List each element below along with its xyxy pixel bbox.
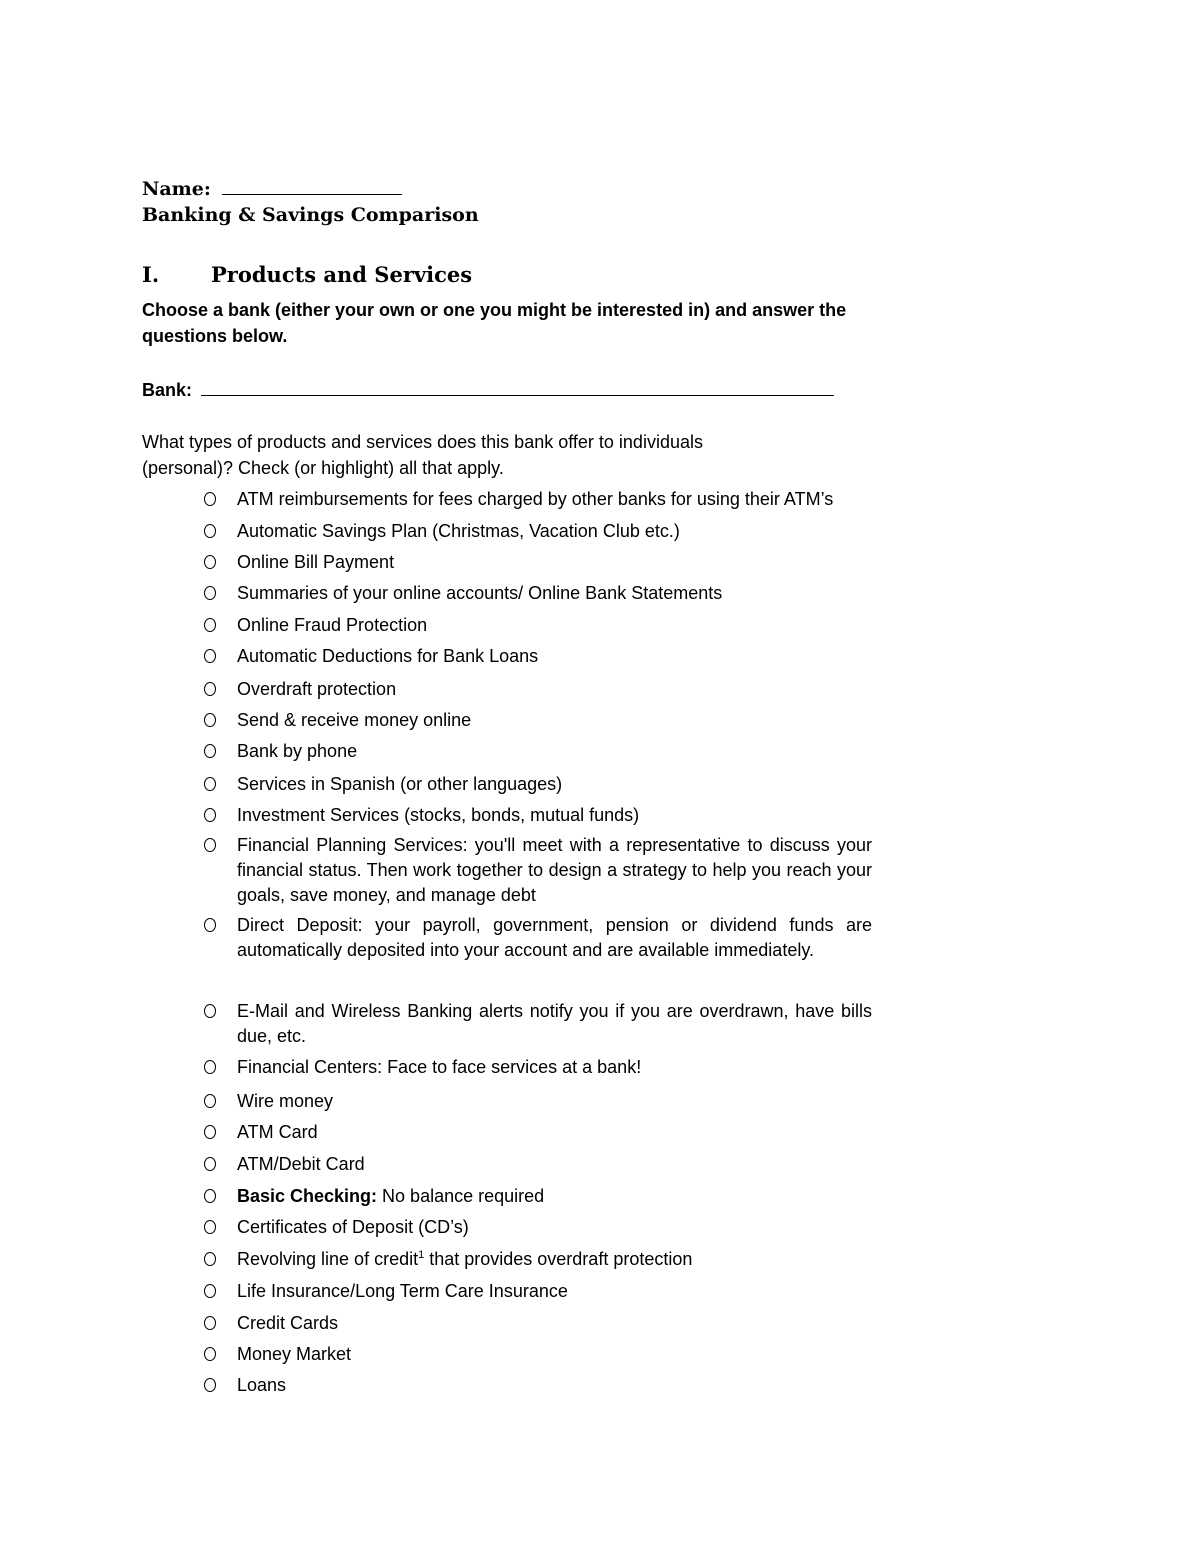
option-label bbox=[237, 803, 872, 828]
option-label-text: Financial Planning Services: you'll meet with a representative to discuss your financial status. Then work together to design a strategy to help you reach your goals, save money, and manage debt bbox=[237, 835, 872, 905]
checkbox-circle-icon[interactable] bbox=[204, 1004, 216, 1018]
checkbox-circle-icon[interactable] bbox=[204, 1220, 216, 1234]
section-number: I. bbox=[142, 262, 160, 287]
option-label bbox=[237, 487, 872, 512]
option-label-text: Revolving line of credit bbox=[237, 1249, 419, 1269]
option-label bbox=[237, 581, 872, 606]
option-label bbox=[237, 1184, 872, 1209]
option-label-text: Overdraft protection bbox=[237, 679, 397, 699]
option-label bbox=[237, 1152, 872, 1177]
option-label-text: Online Fraud Protection bbox=[237, 615, 428, 635]
option-label bbox=[237, 644, 872, 669]
option-label bbox=[237, 1247, 872, 1272]
checkbox-circle-icon[interactable] bbox=[204, 744, 216, 758]
option-label-text: Money Market bbox=[237, 1344, 352, 1364]
option-label bbox=[237, 913, 872, 963]
checkbox-circle-icon[interactable] bbox=[204, 777, 216, 791]
option-label bbox=[237, 739, 872, 764]
checkbox-circle-icon[interactable] bbox=[204, 1284, 216, 1298]
option-label-text: Automatic Deductions for Bank Loans bbox=[237, 646, 539, 666]
option-label bbox=[237, 1215, 872, 1240]
option-label-text: Credit Cards bbox=[237, 1313, 339, 1333]
option-label bbox=[237, 1342, 872, 1367]
option-label-text: Wire money bbox=[237, 1091, 334, 1111]
checkbox-circle-icon[interactable] bbox=[204, 808, 216, 822]
checkbox-circle-icon[interactable] bbox=[204, 555, 216, 569]
checkbox-circle-icon[interactable] bbox=[204, 682, 216, 696]
option-label bbox=[237, 999, 872, 1049]
option-label bbox=[237, 1120, 872, 1145]
checkbox-circle-icon[interactable] bbox=[204, 1157, 216, 1171]
option-label-text: ATM reimbursements for fees charged by other banks for using their ATM’s bbox=[237, 489, 834, 509]
option-label-text-after: that provides overdraft protection bbox=[424, 1249, 693, 1269]
name-label: Name: bbox=[142, 178, 211, 200]
option-label bbox=[237, 677, 872, 702]
option-label bbox=[237, 1089, 872, 1114]
option-label-text: ATM/Debit Card bbox=[237, 1154, 365, 1174]
option-label-text: ATM Card bbox=[237, 1122, 318, 1142]
option-label bbox=[237, 1279, 872, 1304]
question-text: What types of products and services does this bank offer to individuals (personal)? Check (or highlight) all that apply. bbox=[142, 432, 703, 478]
instructions: Choose a bank (either your own or one you might be interested in) and answer the questions below. bbox=[142, 300, 847, 346]
option-label-text: Summaries of your online accounts/ Online Bank Statements bbox=[237, 583, 723, 603]
checkbox-circle-icon[interactable] bbox=[204, 918, 216, 932]
checkbox-circle-icon[interactable] bbox=[204, 618, 216, 632]
option-label-text: No balance required bbox=[377, 1186, 545, 1206]
checkbox-circle-icon[interactable] bbox=[204, 838, 216, 852]
option-label-text: Bank by phone bbox=[237, 741, 358, 761]
checkbox-circle-icon[interactable] bbox=[204, 1316, 216, 1330]
section-title: Products and Services bbox=[211, 262, 473, 287]
option-label-text: Send & receive money online bbox=[237, 710, 472, 730]
option-label-text: Investment Services (stocks, bonds, mutual funds) bbox=[237, 805, 640, 825]
document-title: Banking & Savings Comparison bbox=[142, 204, 479, 226]
option-label-text: Automatic Savings Plan (Christmas, Vacation Club etc.) bbox=[237, 521, 680, 541]
option-label-text: Life Insurance/Long Term Care Insurance bbox=[237, 1281, 568, 1301]
checkbox-circle-icon[interactable] bbox=[204, 649, 216, 663]
option-label bbox=[237, 708, 872, 733]
option-label-text: Services in Spanish (or other languages) bbox=[237, 774, 563, 794]
option-label bbox=[237, 613, 872, 638]
option-label-text: Certificates of Deposit (CD’s) bbox=[237, 1217, 469, 1237]
checkbox-circle-icon[interactable] bbox=[204, 1252, 216, 1266]
checkbox-circle-icon[interactable] bbox=[204, 492, 216, 506]
checkbox-circle-icon[interactable] bbox=[204, 1060, 216, 1074]
option-label bbox=[237, 1373, 872, 1398]
option-label-text: Online Bill Payment bbox=[237, 552, 395, 572]
option-label-text: Financial Centers: Face to face services at a bank! bbox=[237, 1057, 642, 1077]
checkbox-circle-icon[interactable] bbox=[204, 1189, 216, 1203]
checkbox-circle-icon[interactable] bbox=[204, 1347, 216, 1361]
checkbox-circle-icon[interactable] bbox=[204, 524, 216, 538]
option-label-text: Direct Deposit: your payroll, government, pension or dividend funds are automatically deposited into your account and are available immediately. bbox=[237, 915, 872, 960]
checkbox-circle-icon[interactable] bbox=[204, 713, 216, 727]
option-label bbox=[237, 1311, 872, 1336]
checkbox-circle-icon[interactable] bbox=[204, 586, 216, 600]
option-label bbox=[237, 550, 872, 575]
option-label bbox=[237, 1055, 872, 1080]
option-label-text: E-Mail and Wireless Banking alerts notify you if you are overdrawn, have bills due, etc. bbox=[237, 1001, 872, 1046]
checkbox-circle-icon[interactable] bbox=[204, 1125, 216, 1139]
footnote-marker: 1 bbox=[418, 1249, 425, 1261]
checkbox-circle-icon[interactable] bbox=[204, 1378, 216, 1392]
option-label bbox=[237, 519, 872, 544]
option-label-text: Loans bbox=[237, 1375, 287, 1395]
option-label bbox=[237, 772, 872, 797]
checkbox-circle-icon[interactable] bbox=[204, 1094, 216, 1108]
bank-label: Bank: bbox=[142, 380, 193, 400]
option-label bbox=[237, 833, 872, 908]
option-label-bold: Basic Checking: bbox=[237, 1186, 378, 1206]
